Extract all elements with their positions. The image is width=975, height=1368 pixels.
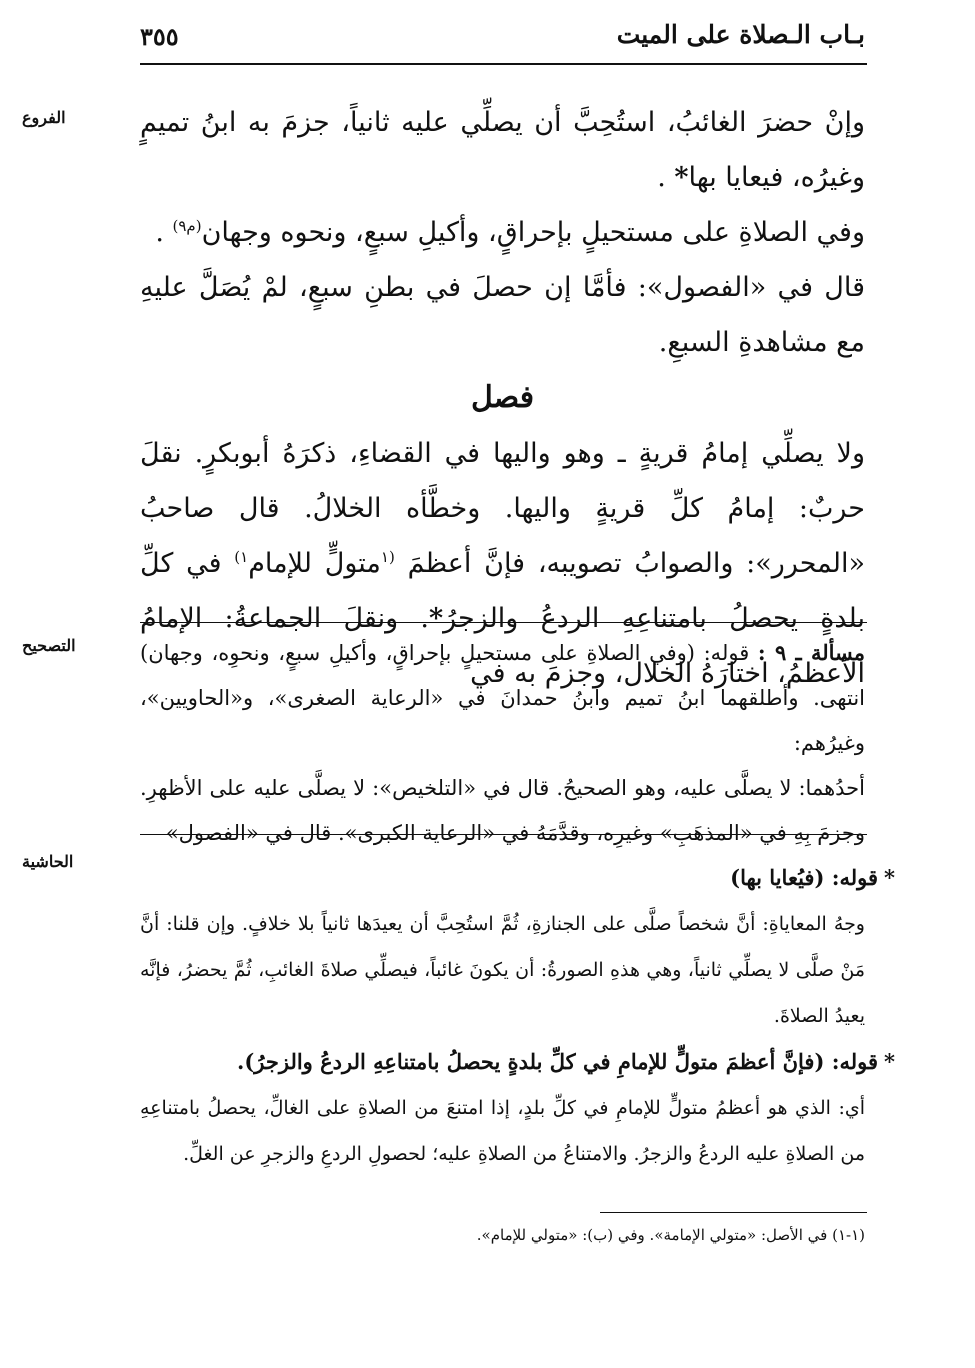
main-paragraph-2: وفي الصلاةِ على مستحيلٍ بإحراقٍ، وأكيلِ سبعٍ، ونحوه وجهان — [201, 217, 865, 248]
hashiya-heading — [140, 1039, 895, 1085]
tasheeh-paragraph — [140, 630, 865, 766]
main-paragraph-4c: في كلِّ بلدةٍ يحصلُ بامتناعِهِ الردعُ والزجرُ — [140, 548, 865, 634]
tasheeh-line-2: أحدُهما: لا يصلَّى عليه، وهو الصحيحُ. قال في «التلخيص»: لا يصلَّى عليه على الأظهرِ. وجزمَ بِهِ في «المذهَبِ» وغيرِه، وقدَّمَهُ في «الرعاية الكبرى». قال في «الفصول» — [140, 776, 865, 845]
masala-label: مسألة ـ ٩ : — [757, 640, 865, 665]
chapter-title: بـاب الـصلاة على الميت — [616, 20, 865, 49]
masala-reference: (م٩) — [172, 217, 202, 235]
footnote-marker-open: (١ — [380, 548, 395, 566]
footnote-divider — [600, 1212, 867, 1213]
hashiya-heading-1: قوله: (فيُعايا بها) — [730, 865, 879, 890]
side-label-furu: الفروع — [22, 108, 66, 127]
main-text — [140, 95, 865, 701]
side-label-tasheeh: التصحيح — [22, 636, 76, 655]
side-label-hashiya: الحاشية — [22, 852, 74, 871]
main-paragraph — [140, 205, 865, 260]
hashiya-body-1: وجهُ المعاياةِ: أنَّ شخصاً صلَّى على الجنازةِ، ثُمَّ استُحِبَّ أن يعيدَها ثانياً بلا خلافٍ. وإن قلنا: أنَّ مَنْ صلَّى لا يصلِّي ثانياً، وهي هذهِ الصورةُ: أن يكونَ غائباً، فيصلِّي صلاةَ الغائبِ، ثُمَّ يحضرُ، فإنَّه يعيدُ الصلاةَ. — [140, 913, 865, 1027]
asterisk-marker: * — [674, 162, 689, 193]
footnote-marker-close: ١) — [234, 548, 249, 566]
hashiya-heading — [140, 855, 895, 901]
main-paragraph-2-end: . — [155, 217, 164, 248]
main-paragraph-3: قال في «الفصول»: فأمَّا إن حصلَ في بطنِ سبعٍ، لمْ يُصَلَّ عليهِ مع مشاهدةِ السبعِ. — [140, 272, 865, 358]
section-divider — [140, 834, 867, 835]
asterisk-marker: * — [884, 1049, 895, 1074]
footnote: (١-١) في الأصل: «متولي الإمامة». وفي (ب): «متولي للإمام». — [476, 1226, 865, 1244]
main-paragraph — [140, 95, 865, 205]
main-paragraph-1-end: . — [657, 162, 666, 193]
hashiya-body-2: أي: الذي هو أعظمُ متولٍّ للإمامِ في كلِّ بلدٍ، إذا امتنعَ من الصلاةِ على الغالِّ، يحصلُ بامتناعِهِ من الصلاةِ عليه الردعُ والزجرُ. والامتناعُ من الصلاةِ عليه؛ لحصولِ الردعِ والزجرِ عن الغلِّ. — [140, 1097, 865, 1165]
page-number: ٣٥٥ — [140, 22, 179, 51]
hashiya-heading-2: قوله: (فإنَّ أعظمَ متولٍّ للإمامِ في كلِّ بلدةٍ يحصلُ بامتناعِهِ الردعُ والزجرُ). — [237, 1049, 879, 1074]
section-divider — [140, 622, 867, 623]
main-paragraph-4b: متولٍّ للإمام — [248, 548, 381, 579]
asterisk-marker: * — [428, 603, 444, 634]
tasheeh-line-1: قوله: (وفي الصلاةِ على مستحيلٍ بإحراقٍ، وأكيلِ سبعٍ، ونحوِه، وجهان) انتهى. وأطلقهما ابنُ تميم وابنُ حمدانَ في «الرعاية الصغرى»، و«الحاويين»، وغيرُهم: — [140, 641, 865, 755]
main-paragraph-4d: . ونقلَ الجماعةُ: الإمامُ الأعظمُ، اختارَهُ الخلال، وجزمَ به في — [140, 603, 865, 689]
header-divider — [140, 63, 867, 65]
hashiya-section — [140, 855, 895, 1177]
tasheeh-section — [140, 630, 865, 856]
main-paragraph-1: وإنْ حضرَ الغائبُ، استُحِبَّ أن يصلِّي عليه ثانياً، جزمَ به ابنُ تميمٍ وغيرُه، فيعايا بها — [140, 107, 865, 193]
section-heading: فصل — [470, 380, 535, 415]
asterisk-marker: * — [884, 865, 895, 890]
main-paragraph-4a: ولا يصلِّي إمامُ قريةٍ ـ وهو واليها في القضاءِ، ذكرَهُ أبوبكرٍ. نقلَ حربٌ: إمامُ كلِّ قريةٍ واليها. وخطَّأه الخلالُ. قال صاحبُ «المحرر»: والصوابُ تصويبه، فإنَّ أعظمَ — [140, 438, 866, 579]
